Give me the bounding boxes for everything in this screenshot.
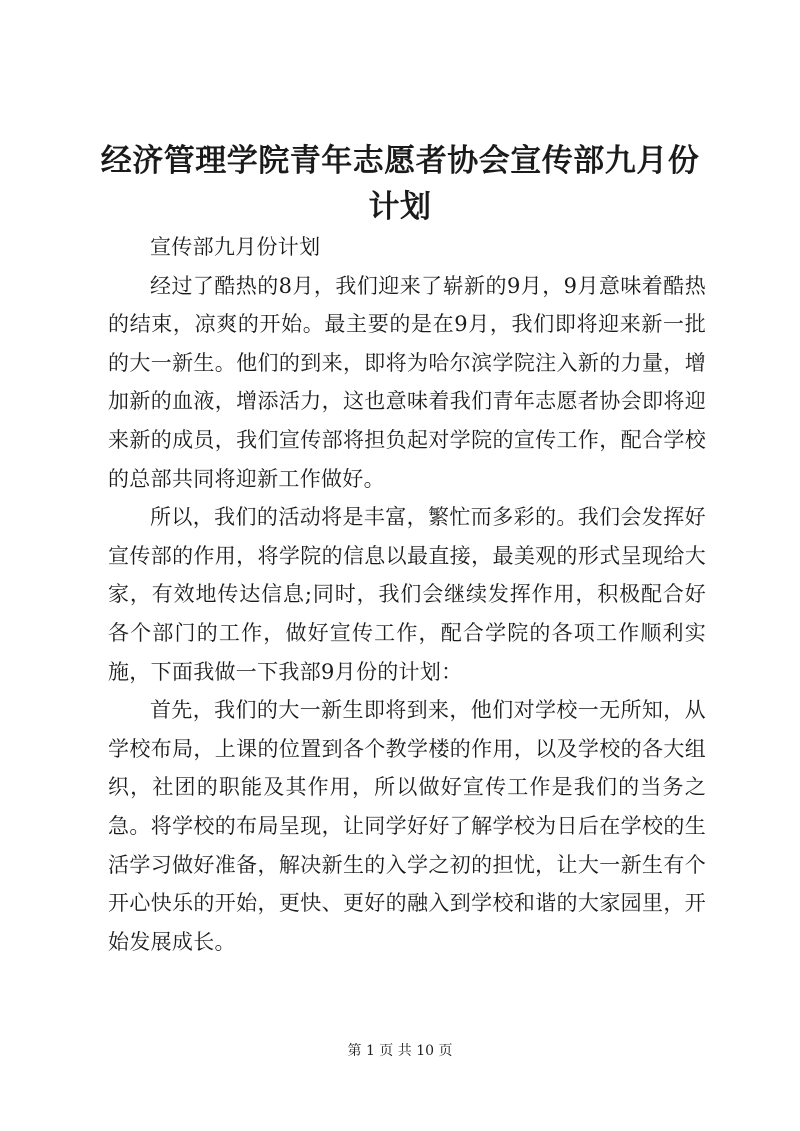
paragraph: 经过了酷热的8月，我们迎来了崭新的9月，9月意味着酷热的结束，凉爽的开始。最主要的是在9月，我们即将迎来新一批的大一新生。他们的到来，即将为哈尔滨学院注入新的力量，增加新的血液，增添活力，这也意味着我们青年志愿者协会即将迎来新的成员，我们宣传部将担负起对学院的宣传工作，配合学校的总部共同将迎新工作做好。 [108, 273, 706, 491]
document-body [108, 228, 706, 961]
paragraph-heading: 宣传部九月份计划 [150, 235, 321, 259]
paragraph: 首先，我们的大一新生即将到来，他们对学校一无所知，从学校布局，上课的位置到各个教学楼的作用，以及学校的各大组织，社团的职能及其作用，所以做好宣传工作是我们的当务之急。将学校的布局呈现，让同学好好了解学校为日后在学校的生活学习做好准备，解决新生的入学之初的担忧，让大一新生有个开心快乐的开始，更快、更好的融入到学校和谐的大家园里，开始发展成长。 [108, 698, 706, 954]
document-title: 经济管理学院青年志愿者协会宣传部九月份计划 [100, 143, 700, 225]
page-number-footer: 第 1 页 共 10 页 [347, 1043, 453, 1059]
paragraph: 所以，我们的活动将是丰富，繁忙而多彩的。我们会发挥好宣传部的作用，将学院的信息以最直接，最美观的形式呈现给大家，有效地传达信息;同时，我们会继续发挥作用，积极配合好各个部门的工作，做好宣传工作，配合学院的各项工作顺利实施，下面我做一下我部9月份的计划： [108, 505, 706, 684]
